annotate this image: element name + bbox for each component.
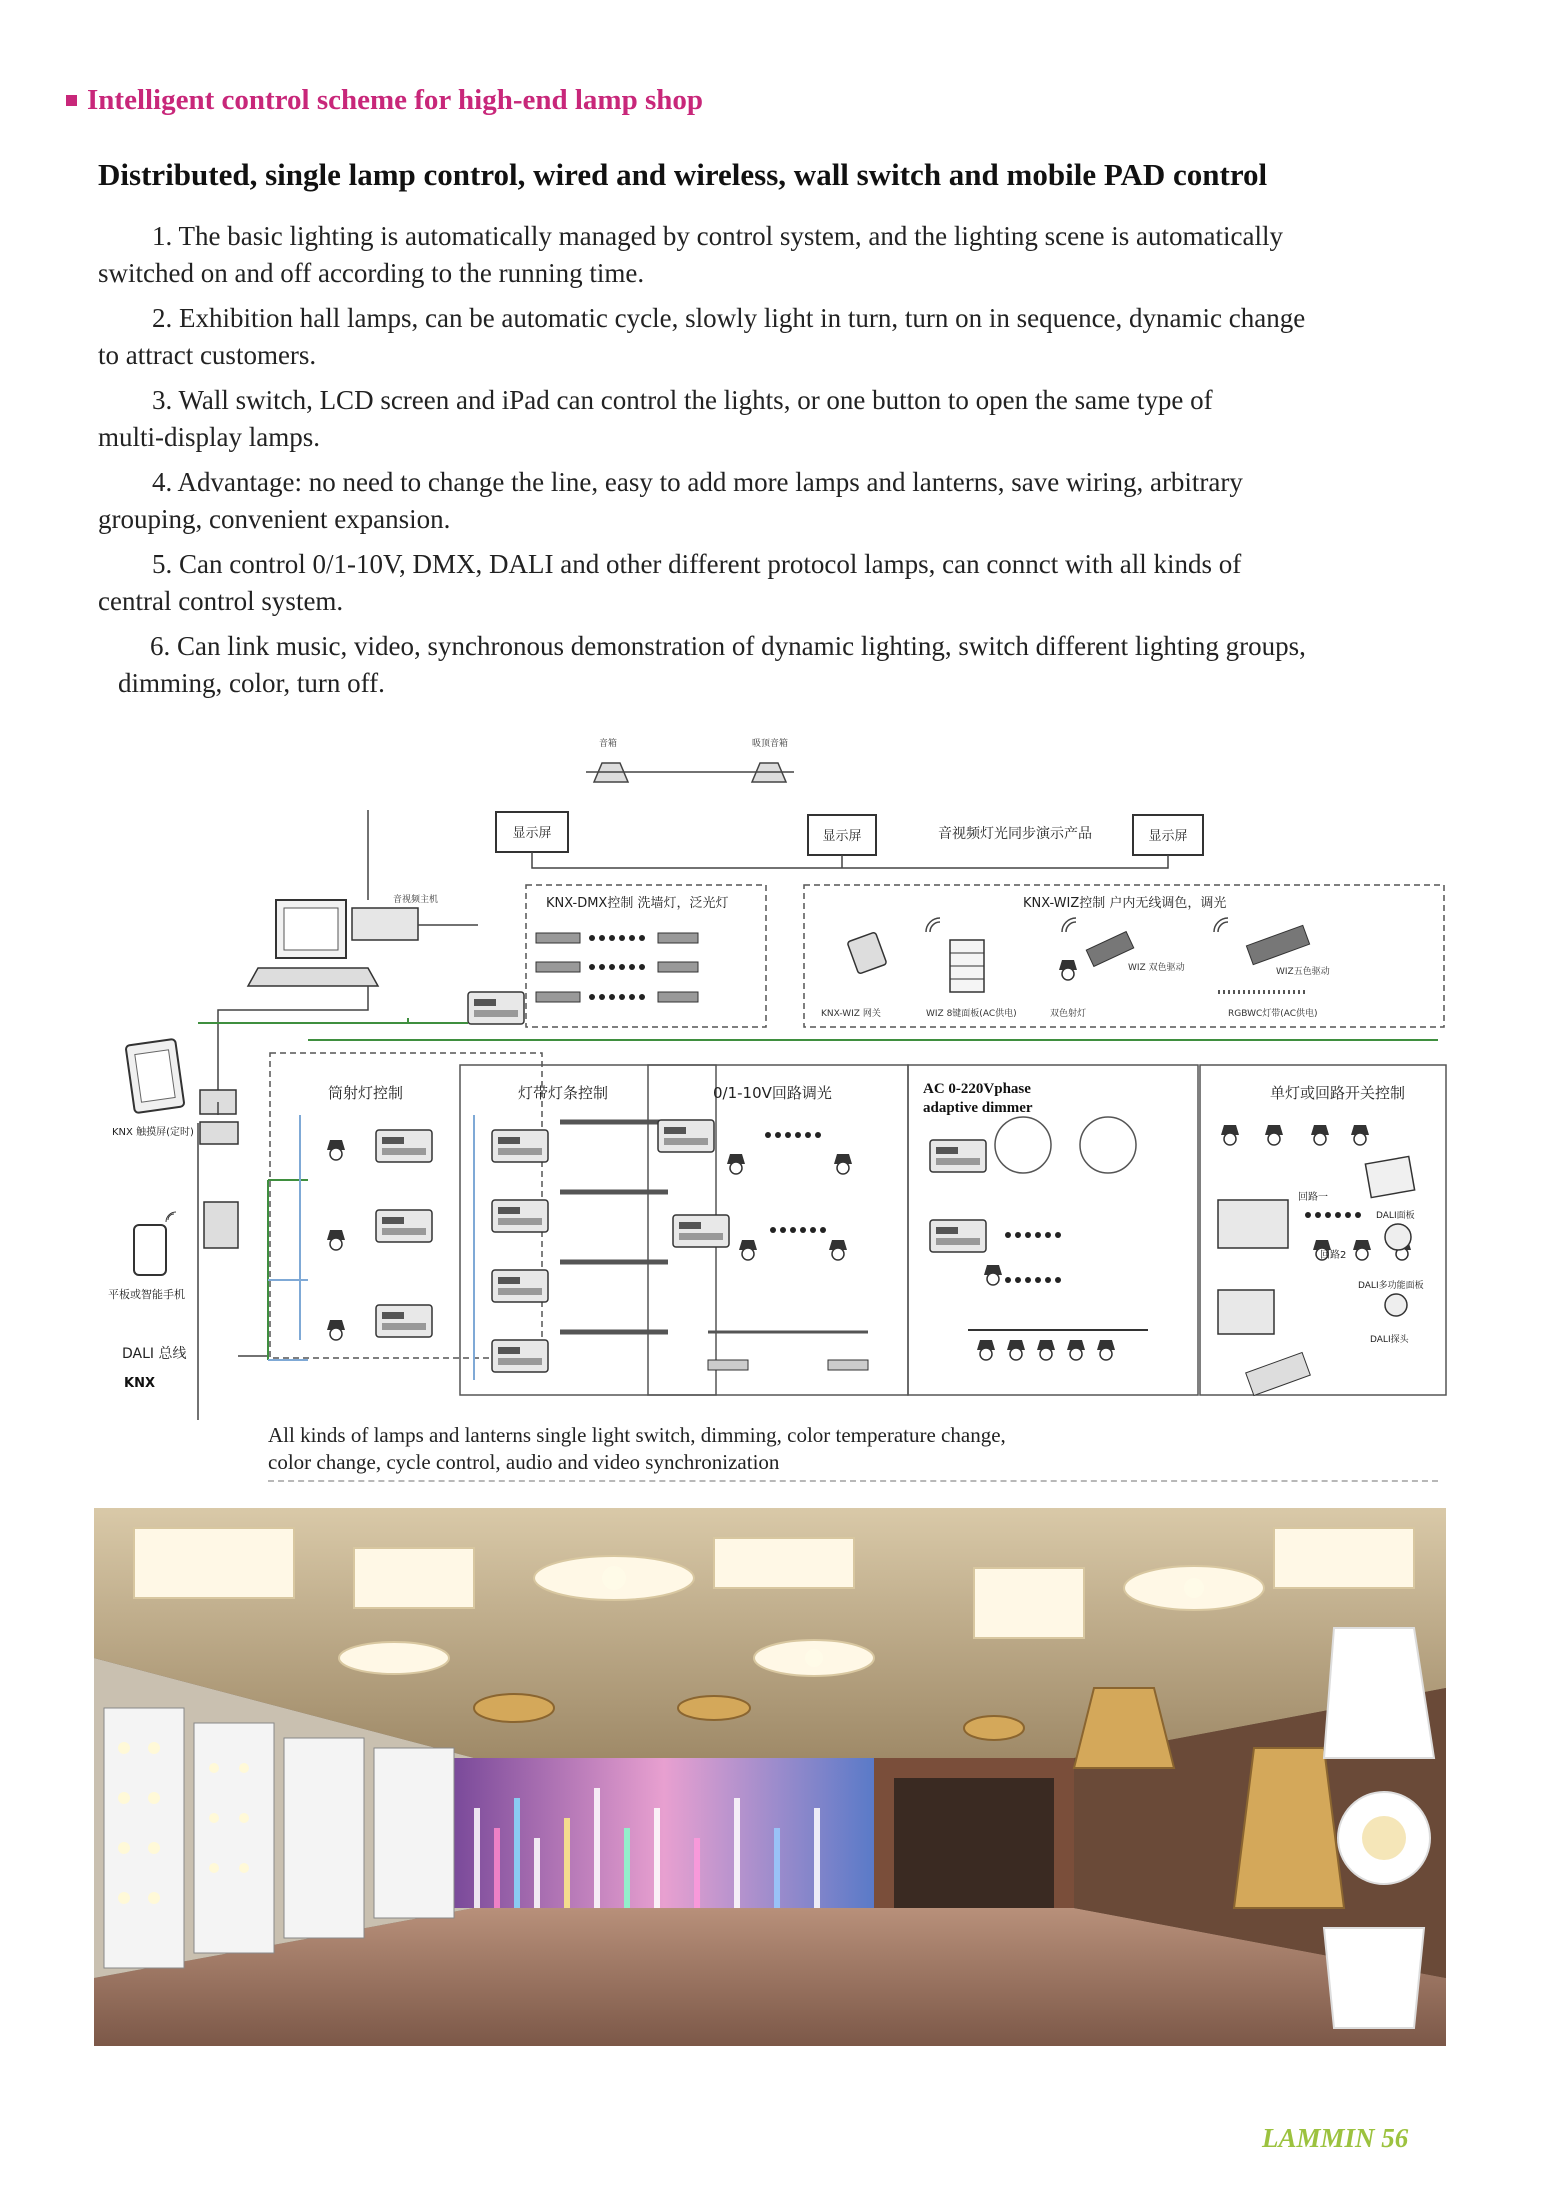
list-item: 6. Can link music, video, synchronous demonstration of dynamic lighting, switch different lighting groups, dimming, color, turn off. <box>118 631 1306 698</box>
dali-probe-label: DALI探头 <box>1370 1335 1409 1345</box>
list-item: 5. Can control 0/1-10V, DMX, DALI and other different protocol lamps, can connct with all kinds of central control system. <box>98 549 1242 616</box>
ac-dimmer-fixtures <box>930 1117 1148 1360</box>
display-label: 显示屏 <box>512 826 552 841</box>
loop-label: 回路2 <box>1320 1250 1347 1261</box>
phone-icon <box>134 1212 176 1275</box>
wiring-diagram <box>108 720 1448 1430</box>
wiz-strip-label: RGBWC灯带(AC供电) <box>1228 1009 1318 1019</box>
wiz-driver-label: WIZ五色驱动 <box>1276 967 1330 977</box>
wiz-device-icons <box>847 925 1310 992</box>
feature-list <box>98 218 1438 710</box>
wiz-gateway-label: KNX-WIZ 网关 <box>821 1009 881 1019</box>
strip-label: 灯带灯条控制 <box>518 1084 609 1102</box>
wifi-icon <box>926 918 1228 932</box>
touch-screen-icon <box>126 1039 238 1248</box>
downlight-fixtures <box>327 1130 432 1340</box>
dali-panel-label: DALI面板 <box>1376 1211 1415 1221</box>
speaker-left-label: 音箱 <box>598 739 618 749</box>
wiz-panel-label: WIZ 8键面板(AC供电) <box>926 1009 1017 1019</box>
dim-010-label: 0/1-10V回路调光 <box>713 1084 832 1102</box>
dmx-gateway-module <box>468 992 524 1024</box>
loop-label: 回路一 <box>1298 1192 1328 1203</box>
list-item: 2. Exhibition hall lamps, can be automatic cycle, slowly light in turn, turn on in sequence, dynamic change to attract customers. <box>98 303 1306 370</box>
speaker-right-label: 吸顶音箱 <box>751 739 789 749</box>
pad-label: 平板或智能手机 <box>108 1288 185 1301</box>
list-item: 3. Wall switch, LCD screen and iPad can control the lights, or one button to open the same type of multi-display lamps. <box>98 385 1213 452</box>
knx-dmx-label: KNX-DMX控制 洗墙灯，泛光灯 <box>546 896 729 911</box>
showroom-image <box>94 1508 1446 2046</box>
diagram-caption: All kinds of lamps and lanterns single light switch, dimming, color temperature change, color change, cycle control, audio and video synchronization <box>268 1423 1006 1474</box>
display-label: 显示屏 <box>822 829 862 844</box>
control-system-diagram <box>108 720 1448 1430</box>
page-subtitle: Distributed, single lamp control, wired and wireless, wall switch and mobile PAD control <box>98 157 1268 192</box>
square-bullet-icon <box>66 95 77 106</box>
downlight-label: 筒射灯控制 <box>328 1084 404 1102</box>
knx-wiz-label: KNX-WIZ控制 户内无线调色，调光 <box>1023 896 1227 911</box>
ac-dimmer-label: AC 0-220Vphase adaptive dimmer <box>923 1081 1033 1116</box>
av-sync-label: 音视频灯光同步演示产品 <box>938 826 1092 842</box>
page-number: LAMMIN 56 <box>1262 2123 1409 2153</box>
dali-bus-label: DALI 总线 <box>122 1346 187 1362</box>
dim-010-fixtures <box>658 1120 868 1370</box>
section-title: Intelligent control scheme for high-end lamp shop <box>66 84 703 117</box>
showroom-photo <box>94 1508 1446 2046</box>
switch-fixtures <box>1218 1125 1415 1396</box>
touch-screen-label: KNX 触摸屏(定时) <box>112 1127 194 1138</box>
list-item: 4. Advantage: no need to change the line, easy to add more lamps and lanterns, save wiring, arbitrary grouping, convenient expansion. <box>98 467 1243 534</box>
av-host-label: 音视频主机 <box>393 895 439 905</box>
wiz-driver-label: WIZ 双色驱动 <box>1128 963 1185 973</box>
computer-icon <box>248 900 418 986</box>
dali-sensor-label: DALI多功能面板 <box>1358 1281 1424 1291</box>
wall-washer-row <box>536 933 698 1002</box>
list-item: 1. The basic lighting is automatically managed by control system, and the lighting scene is automatically switched on and off according to the running time. <box>98 221 1283 288</box>
display-label: 显示屏 <box>1148 829 1188 844</box>
divider <box>268 1480 1438 1482</box>
switch-ctrl-label: 单灯或回路开关控制 <box>1270 1084 1406 1102</box>
strip-fixtures <box>492 1122 668 1372</box>
wiz-bulb-label: 双色射灯 <box>1050 1009 1087 1019</box>
knx-label: KNX <box>124 1376 155 1391</box>
